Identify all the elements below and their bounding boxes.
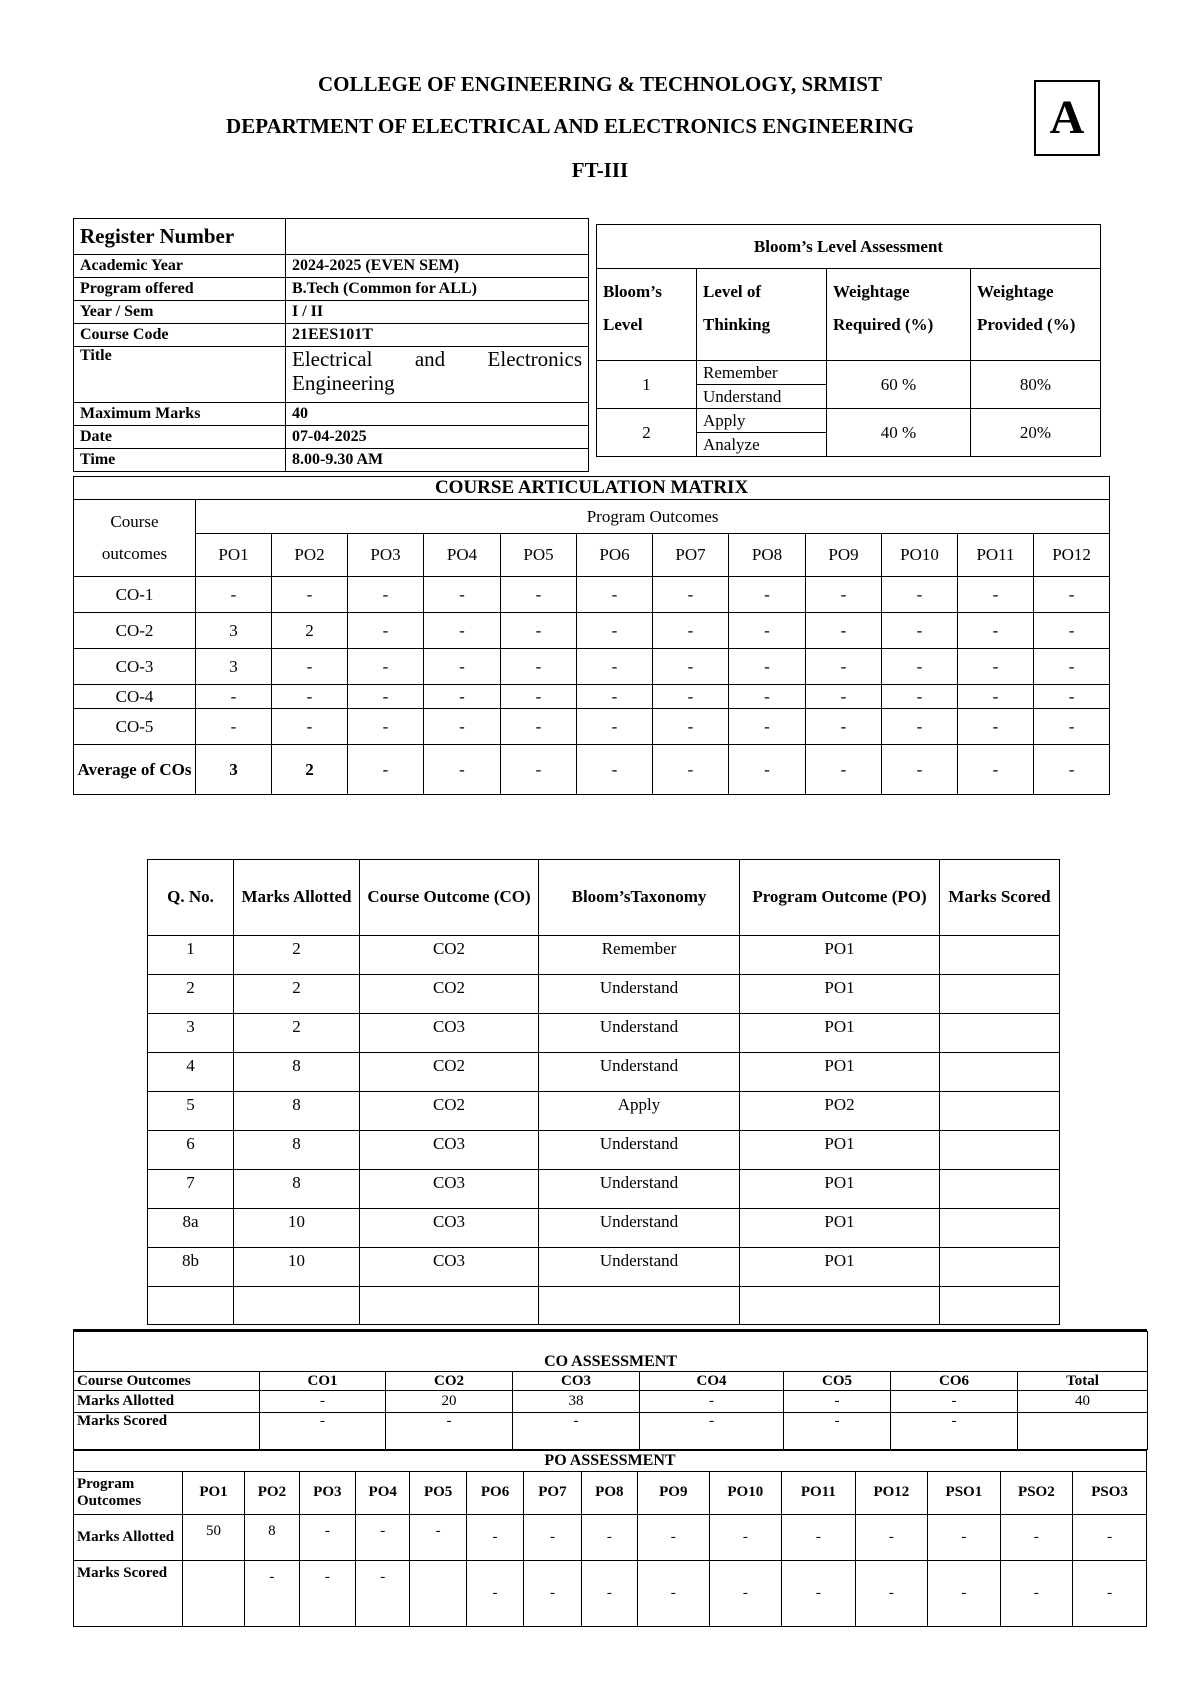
po-assessment-header: PO5 bbox=[410, 1472, 466, 1515]
question-po bbox=[740, 1287, 940, 1325]
program-outcomes-header: Program Outcomes bbox=[196, 500, 1110, 534]
matrix-value: - bbox=[501, 613, 577, 649]
matrix-value: - bbox=[348, 709, 424, 745]
matrix-value: - bbox=[577, 577, 653, 613]
question-table-header: Program Outcome (PO) bbox=[740, 860, 940, 936]
question-scored[interactable] bbox=[940, 975, 1060, 1014]
matrix-value: - bbox=[1034, 685, 1110, 709]
co-assessment-title: CO ASSESSMENT bbox=[74, 1332, 1148, 1372]
matrix-value: - bbox=[196, 709, 272, 745]
matrix-value: - bbox=[729, 649, 806, 685]
question-po: PO2 bbox=[740, 1092, 940, 1131]
po-assessment-header: PO1 bbox=[182, 1472, 244, 1515]
po-column-header: PO4 bbox=[424, 534, 501, 577]
po-marks-scored[interactable]: - bbox=[928, 1561, 1001, 1627]
po-column-header: PO6 bbox=[577, 534, 653, 577]
co-assessment-header: CO6 bbox=[891, 1372, 1018, 1391]
question-bloom: Understand bbox=[539, 1248, 740, 1287]
weightage-provided: 20% bbox=[971, 409, 1101, 457]
info-value: 40 bbox=[286, 403, 589, 426]
matrix-value: - bbox=[729, 613, 806, 649]
question-bloom: Understand bbox=[539, 975, 740, 1014]
matrix-value: - bbox=[348, 577, 424, 613]
po-marks-allotted: - bbox=[1073, 1515, 1147, 1561]
question-bloom: Understand bbox=[539, 1014, 740, 1053]
co-marks-scored[interactable]: - bbox=[891, 1413, 1018, 1450]
co-assessment-header: CO5 bbox=[784, 1372, 891, 1391]
question-co: CO3 bbox=[360, 1248, 539, 1287]
matrix-value: - bbox=[729, 709, 806, 745]
thinking-level: Remember bbox=[697, 361, 827, 385]
matrix-value: - bbox=[501, 649, 577, 685]
course-title: Electrical and Electronics Engineering bbox=[286, 347, 589, 403]
co-marks-scored[interactable]: - bbox=[513, 1413, 640, 1450]
info-value: 21EES101T bbox=[286, 324, 589, 347]
average-value: - bbox=[1034, 745, 1110, 795]
po-marks-allotted: - bbox=[782, 1515, 856, 1561]
question-scored[interactable] bbox=[940, 1248, 1060, 1287]
co-marks-scored[interactable]: - bbox=[640, 1413, 784, 1450]
po-marks-scored[interactable] bbox=[182, 1561, 244, 1627]
po-marks-allotted: - bbox=[356, 1515, 410, 1561]
matrix-value: - bbox=[653, 577, 729, 613]
question-q: 8a bbox=[148, 1209, 234, 1248]
question-po: PO1 bbox=[740, 1209, 940, 1248]
po-marks-scored[interactable]: - bbox=[782, 1561, 856, 1627]
average-value: - bbox=[348, 745, 424, 795]
question-bloom: Understand bbox=[539, 1170, 740, 1209]
blooms-title: Bloom’s Level Assessment bbox=[597, 225, 1101, 269]
blooms-header: Level of Thinking bbox=[697, 269, 827, 361]
po-assessment-header: PO7 bbox=[524, 1472, 581, 1515]
course-articulation-matrix bbox=[73, 476, 1110, 795]
po-assessment-header: PO6 bbox=[466, 1472, 523, 1515]
po-assessment-header: PO4 bbox=[356, 1472, 410, 1515]
question-marks: 8 bbox=[234, 1092, 360, 1131]
marks-scored-label: Marks Scored bbox=[74, 1413, 260, 1450]
matrix-value: - bbox=[577, 613, 653, 649]
co-marks-allotted: - bbox=[891, 1391, 1018, 1413]
question-set-box: A bbox=[1034, 80, 1100, 156]
question-co: CO3 bbox=[360, 1131, 539, 1170]
matrix-value: - bbox=[196, 577, 272, 613]
po-column-header: PO10 bbox=[882, 534, 958, 577]
question-scored[interactable] bbox=[940, 1014, 1060, 1053]
po-assessment-header: PO11 bbox=[782, 1472, 856, 1515]
matrix-row bbox=[74, 649, 1110, 685]
question-row bbox=[148, 936, 1060, 975]
question-q bbox=[148, 1287, 234, 1325]
course-outcomes-header: Course outcomes bbox=[74, 500, 196, 577]
info-value: B.Tech (Common for ALL) bbox=[286, 278, 589, 301]
course-outcome-label: CO-3 bbox=[74, 649, 196, 685]
blooms-level-table bbox=[596, 224, 1101, 457]
matrix-value: - bbox=[882, 685, 958, 709]
co-marks-scored[interactable] bbox=[1018, 1413, 1148, 1450]
question-po: PO1 bbox=[740, 1053, 940, 1092]
question-marks: 8 bbox=[234, 1131, 360, 1170]
question-scored[interactable] bbox=[940, 1131, 1060, 1170]
matrix-value: - bbox=[1034, 577, 1110, 613]
po-assessment-header: PO12 bbox=[855, 1472, 928, 1515]
po-assessment-header: PO3 bbox=[299, 1472, 355, 1515]
question-po: PO1 bbox=[740, 1131, 940, 1170]
po-marks-allotted: - bbox=[524, 1515, 581, 1561]
po-column-header: PO5 bbox=[501, 534, 577, 577]
po-marks-scored[interactable]: - bbox=[1000, 1561, 1073, 1627]
question-marks: 10 bbox=[234, 1248, 360, 1287]
info-value: 8.00-9.30 AM bbox=[286, 449, 589, 472]
blooms-level: 2 bbox=[597, 409, 697, 457]
matrix-value: - bbox=[348, 685, 424, 709]
po-marks-allotted: 50 bbox=[182, 1515, 244, 1561]
matrix-value: - bbox=[1034, 613, 1110, 649]
question-q: 6 bbox=[148, 1131, 234, 1170]
matrix-row bbox=[74, 709, 1110, 745]
matrix-value: - bbox=[653, 649, 729, 685]
matrix-value: - bbox=[882, 613, 958, 649]
matrix-value: - bbox=[577, 685, 653, 709]
question-bloom: Understand bbox=[539, 1131, 740, 1170]
question-co bbox=[360, 1287, 539, 1325]
po-marks-allotted: 8 bbox=[245, 1515, 299, 1561]
info-value: 2024-2025 (EVEN SEM) bbox=[286, 255, 589, 278]
po-assessment-title: PO ASSESSMENT bbox=[74, 1451, 1147, 1472]
matrix-value: 2 bbox=[272, 613, 348, 649]
title-label: Title bbox=[74, 347, 286, 403]
info-label: Course Code bbox=[74, 324, 286, 347]
po-marks-scored[interactable] bbox=[410, 1561, 466, 1627]
matrix-value: - bbox=[958, 685, 1034, 709]
po-marks-allotted: - bbox=[1000, 1515, 1073, 1561]
question-q: 8b bbox=[148, 1248, 234, 1287]
average-of-cos-label: Average of COs bbox=[74, 745, 196, 795]
question-mapping-table bbox=[147, 859, 1060, 1325]
matrix-value: - bbox=[653, 709, 729, 745]
po-column-header: PO7 bbox=[653, 534, 729, 577]
test-name: FT-III bbox=[571, 158, 629, 182]
average-value: - bbox=[424, 745, 501, 795]
question-q: 3 bbox=[148, 1014, 234, 1053]
matrix-value: - bbox=[806, 685, 882, 709]
question-scored[interactable] bbox=[940, 1053, 1060, 1092]
po-column-header: PO2 bbox=[272, 534, 348, 577]
matrix-value: - bbox=[806, 577, 882, 613]
matrix-title: COURSE ARTICULATION MATRIX bbox=[74, 477, 1110, 500]
po-column-header: PO9 bbox=[806, 534, 882, 577]
question-q: 4 bbox=[148, 1053, 234, 1092]
matrix-value: - bbox=[958, 613, 1034, 649]
po-marks-allotted: - bbox=[928, 1515, 1001, 1561]
info-label: Academic Year bbox=[74, 255, 286, 278]
question-scored[interactable] bbox=[940, 936, 1060, 975]
course-outcome-label: CO-5 bbox=[74, 709, 196, 745]
info-label: Year / Sem bbox=[74, 301, 286, 324]
matrix-value: - bbox=[806, 709, 882, 745]
po-marks-scored[interactable]: - bbox=[299, 1561, 355, 1627]
po-column-header: PO3 bbox=[348, 534, 424, 577]
co-assessment-header: Course Outcomes bbox=[74, 1372, 260, 1391]
question-co: CO2 bbox=[360, 936, 539, 975]
co-marks-allotted: 40 bbox=[1018, 1391, 1148, 1413]
matrix-value: - bbox=[729, 577, 806, 613]
po-marks-allotted: - bbox=[709, 1515, 782, 1561]
co-assessment-header: CO3 bbox=[513, 1372, 640, 1391]
question-co: CO2 bbox=[360, 1092, 539, 1131]
question-po: PO1 bbox=[740, 1014, 940, 1053]
thinking-level: Apply bbox=[697, 409, 827, 433]
question-q: 2 bbox=[148, 975, 234, 1014]
question-co: CO3 bbox=[360, 1170, 539, 1209]
matrix-value: - bbox=[196, 685, 272, 709]
question-bloom: Understand bbox=[539, 1053, 740, 1092]
info-label: Maximum Marks bbox=[74, 403, 286, 426]
question-po: PO1 bbox=[740, 975, 940, 1014]
question-po: PO1 bbox=[740, 936, 940, 975]
question-marks: 10 bbox=[234, 1209, 360, 1248]
po-marks-scored[interactable]: - bbox=[524, 1561, 581, 1627]
question-co: CO3 bbox=[360, 1014, 539, 1053]
info-label: Program offered bbox=[74, 278, 286, 301]
matrix-row bbox=[74, 613, 1110, 649]
blooms-header: Bloom’s Level bbox=[597, 269, 697, 361]
matrix-value: - bbox=[272, 709, 348, 745]
matrix-value: - bbox=[806, 613, 882, 649]
matrix-value: - bbox=[882, 649, 958, 685]
question-marks: 2 bbox=[234, 936, 360, 975]
average-value: 2 bbox=[272, 745, 348, 795]
po-marks-scored[interactable]: - bbox=[1073, 1561, 1147, 1627]
matrix-value: - bbox=[424, 613, 501, 649]
question-bloom: Remember bbox=[539, 936, 740, 975]
matrix-value: - bbox=[272, 577, 348, 613]
question-co: CO2 bbox=[360, 975, 539, 1014]
matrix-value: - bbox=[424, 577, 501, 613]
question-marks: 2 bbox=[234, 975, 360, 1014]
info-label: Time bbox=[74, 449, 286, 472]
co-marks-allotted: - bbox=[260, 1391, 386, 1413]
weightage-required: 40 % bbox=[827, 409, 971, 457]
co-marks-allotted: 20 bbox=[386, 1391, 513, 1413]
question-bloom bbox=[539, 1287, 740, 1325]
matrix-value: - bbox=[348, 649, 424, 685]
po-assessment-header: PO9 bbox=[638, 1472, 710, 1515]
register-number-label: Register Number bbox=[74, 219, 286, 255]
blooms-header: Weightage Provided (%) bbox=[971, 269, 1101, 361]
average-value: 3 bbox=[196, 745, 272, 795]
matrix-row bbox=[74, 577, 1110, 613]
matrix-value: - bbox=[653, 613, 729, 649]
question-scored[interactable] bbox=[940, 1287, 1060, 1325]
question-row bbox=[148, 1287, 1060, 1325]
po-assessment-header: Program Outcomes bbox=[74, 1472, 183, 1515]
matrix-value: - bbox=[958, 577, 1034, 613]
po-marks-scored[interactable]: - bbox=[638, 1561, 710, 1627]
po-assessment-header: PSO1 bbox=[928, 1472, 1001, 1515]
course-outcome-label: CO-2 bbox=[74, 613, 196, 649]
thinking-level: Understand bbox=[697, 385, 827, 409]
matrix-value: - bbox=[424, 709, 501, 745]
question-row bbox=[148, 1014, 1060, 1053]
matrix-value: - bbox=[653, 685, 729, 709]
question-row bbox=[148, 1170, 1060, 1209]
po-column-header: PO11 bbox=[958, 534, 1034, 577]
co-marks-allotted: 38 bbox=[513, 1391, 640, 1413]
question-table-header: Marks Allotted bbox=[234, 860, 360, 936]
question-row bbox=[148, 1092, 1060, 1131]
question-scored[interactable] bbox=[940, 1170, 1060, 1209]
matrix-value: - bbox=[424, 649, 501, 685]
question-co: CO2 bbox=[360, 1053, 539, 1092]
average-value: - bbox=[577, 745, 653, 795]
average-value: - bbox=[729, 745, 806, 795]
question-row bbox=[148, 1131, 1060, 1170]
po-marks-scored[interactable]: - bbox=[855, 1561, 928, 1627]
question-table-header: Course Outcome (CO) bbox=[360, 860, 539, 936]
matrix-value: - bbox=[958, 709, 1034, 745]
weightage-provided: 80% bbox=[971, 361, 1101, 409]
po-column-header: PO1 bbox=[196, 534, 272, 577]
college-name: COLLEGE OF ENGINEERING & TECHNOLOGY, SRMIST bbox=[317, 72, 882, 96]
po-column-header: PO8 bbox=[729, 534, 806, 577]
po-marks-scored[interactable]: - bbox=[709, 1561, 782, 1627]
po-assessment-table bbox=[73, 1450, 1147, 1627]
co-marks-allotted: - bbox=[640, 1391, 784, 1413]
po-marks-allotted: - bbox=[299, 1515, 355, 1561]
matrix-value: - bbox=[882, 577, 958, 613]
po-marks-scored[interactable]: - bbox=[581, 1561, 637, 1627]
question-scored[interactable] bbox=[940, 1092, 1060, 1131]
info-value: 07-04-2025 bbox=[286, 426, 589, 449]
marks-allotted-label: Marks Allotted bbox=[74, 1391, 260, 1413]
po-marks-allotted: - bbox=[466, 1515, 523, 1561]
matrix-value: 3 bbox=[196, 613, 272, 649]
po-marks-scored[interactable]: - bbox=[356, 1561, 410, 1627]
co-marks-scored[interactable]: - bbox=[386, 1413, 513, 1450]
register-number-field[interactable] bbox=[286, 219, 589, 255]
exam-info-table bbox=[73, 218, 589, 472]
question-row bbox=[148, 975, 1060, 1014]
question-po: PO1 bbox=[740, 1248, 940, 1287]
question-q: 1 bbox=[148, 936, 234, 975]
average-value: - bbox=[653, 745, 729, 795]
info-value: I / II bbox=[286, 301, 589, 324]
po-column-header: PO12 bbox=[1034, 534, 1110, 577]
marks-scored-label: Marks Scored bbox=[74, 1561, 183, 1627]
matrix-value: - bbox=[272, 685, 348, 709]
info-label: Date bbox=[74, 426, 286, 449]
matrix-row bbox=[74, 685, 1110, 709]
question-co: CO3 bbox=[360, 1209, 539, 1248]
po-marks-scored[interactable]: - bbox=[466, 1561, 523, 1627]
department-name: DEPARTMENT OF ELECTRICAL AND ELECTRONICS ENGINEERING bbox=[226, 114, 914, 138]
question-row bbox=[148, 1209, 1060, 1248]
po-marks-allotted: - bbox=[855, 1515, 928, 1561]
matrix-value: - bbox=[1034, 709, 1110, 745]
question-marks: 8 bbox=[234, 1053, 360, 1092]
po-marks-allotted: - bbox=[581, 1515, 637, 1561]
co-assessment-header: Total bbox=[1018, 1372, 1148, 1391]
co-assessment-header: CO2 bbox=[386, 1372, 513, 1391]
question-marks bbox=[234, 1287, 360, 1325]
co-assessment-table bbox=[73, 1331, 1148, 1450]
question-q: 7 bbox=[148, 1170, 234, 1209]
po-assessment-header: PO2 bbox=[245, 1472, 299, 1515]
question-marks: 2 bbox=[234, 1014, 360, 1053]
average-value: - bbox=[958, 745, 1034, 795]
matrix-value: - bbox=[958, 649, 1034, 685]
matrix-value: - bbox=[729, 685, 806, 709]
po-assessment-header: PSO2 bbox=[1000, 1472, 1073, 1515]
question-table-header: Q. No. bbox=[148, 860, 234, 936]
question-row bbox=[148, 1248, 1060, 1287]
matrix-value: - bbox=[501, 709, 577, 745]
po-marks-allotted: - bbox=[410, 1515, 466, 1561]
matrix-value: - bbox=[577, 649, 653, 685]
blooms-level: 1 bbox=[597, 361, 697, 409]
question-bloom: Apply bbox=[539, 1092, 740, 1131]
po-assessment-header: PO8 bbox=[581, 1472, 637, 1515]
matrix-value: - bbox=[424, 685, 501, 709]
marks-allotted-label: Marks Allotted bbox=[74, 1515, 183, 1561]
matrix-value: - bbox=[348, 613, 424, 649]
matrix-value: - bbox=[501, 685, 577, 709]
po-marks-allotted: - bbox=[638, 1515, 710, 1561]
co-marks-scored[interactable]: - bbox=[784, 1413, 891, 1450]
question-row bbox=[148, 1053, 1060, 1092]
co-assessment-header: CO1 bbox=[260, 1372, 386, 1391]
question-bloom: Understand bbox=[539, 1209, 740, 1248]
matrix-value: - bbox=[806, 649, 882, 685]
thinking-level: Analyze bbox=[697, 433, 827, 457]
question-marks: 8 bbox=[234, 1170, 360, 1209]
question-table-header: Marks Scored bbox=[940, 860, 1060, 936]
question-scored[interactable] bbox=[940, 1209, 1060, 1248]
average-value: - bbox=[882, 745, 958, 795]
matrix-value: - bbox=[1034, 649, 1110, 685]
po-assessment-header: PSO3 bbox=[1073, 1472, 1147, 1515]
matrix-value: - bbox=[501, 577, 577, 613]
matrix-value: - bbox=[882, 709, 958, 745]
course-outcome-label: CO-4 bbox=[74, 685, 196, 709]
blooms-header: Weightage Required (%) bbox=[827, 269, 971, 361]
matrix-value: 3 bbox=[196, 649, 272, 685]
co-assessment-header: CO4 bbox=[640, 1372, 784, 1391]
weightage-required: 60 % bbox=[827, 361, 971, 409]
matrix-value: - bbox=[577, 709, 653, 745]
question-po: PO1 bbox=[740, 1170, 940, 1209]
question-q: 5 bbox=[148, 1092, 234, 1131]
co-marks-scored[interactable]: - bbox=[260, 1413, 386, 1450]
matrix-value: - bbox=[272, 649, 348, 685]
average-value: - bbox=[806, 745, 882, 795]
po-assessment-header: PO10 bbox=[709, 1472, 782, 1515]
question-table-header: Bloom’sTaxonomy bbox=[539, 860, 740, 936]
po-marks-scored[interactable]: - bbox=[245, 1561, 299, 1627]
course-outcome-label: CO-1 bbox=[74, 577, 196, 613]
average-value: - bbox=[501, 745, 577, 795]
co-marks-allotted: - bbox=[784, 1391, 891, 1413]
